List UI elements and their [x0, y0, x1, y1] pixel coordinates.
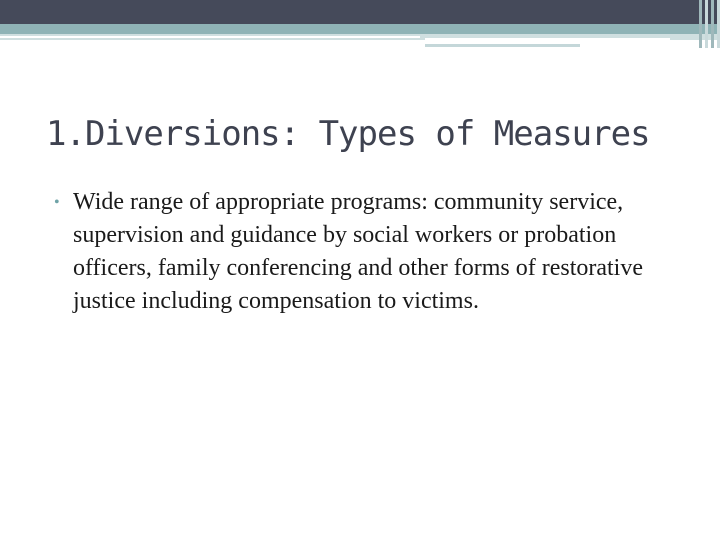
bullet-item	[54, 186, 694, 318]
slide-content	[54, 186, 694, 318]
header-accent-line	[0, 36, 420, 38]
bullet-icon: •	[54, 194, 60, 211]
header-band-dark	[0, 0, 720, 24]
bullet-list	[54, 186, 694, 318]
header-stripe	[711, 0, 714, 48]
header-stripes	[692, 0, 720, 48]
bullet-text: Wide range of appropriate programs: community service, supervision and guidance by social workers or probation officers, family conferencing and other forms of restorative justice including compensation to victims.	[73, 189, 643, 314]
header-accent-line	[425, 38, 670, 41]
header-accent-line	[425, 44, 580, 47]
header-stripe	[699, 0, 702, 48]
header-band-teal	[0, 24, 720, 34]
header-stripe	[705, 0, 708, 48]
slide-title: 1.Diversions: Types of Measures	[46, 114, 650, 154]
